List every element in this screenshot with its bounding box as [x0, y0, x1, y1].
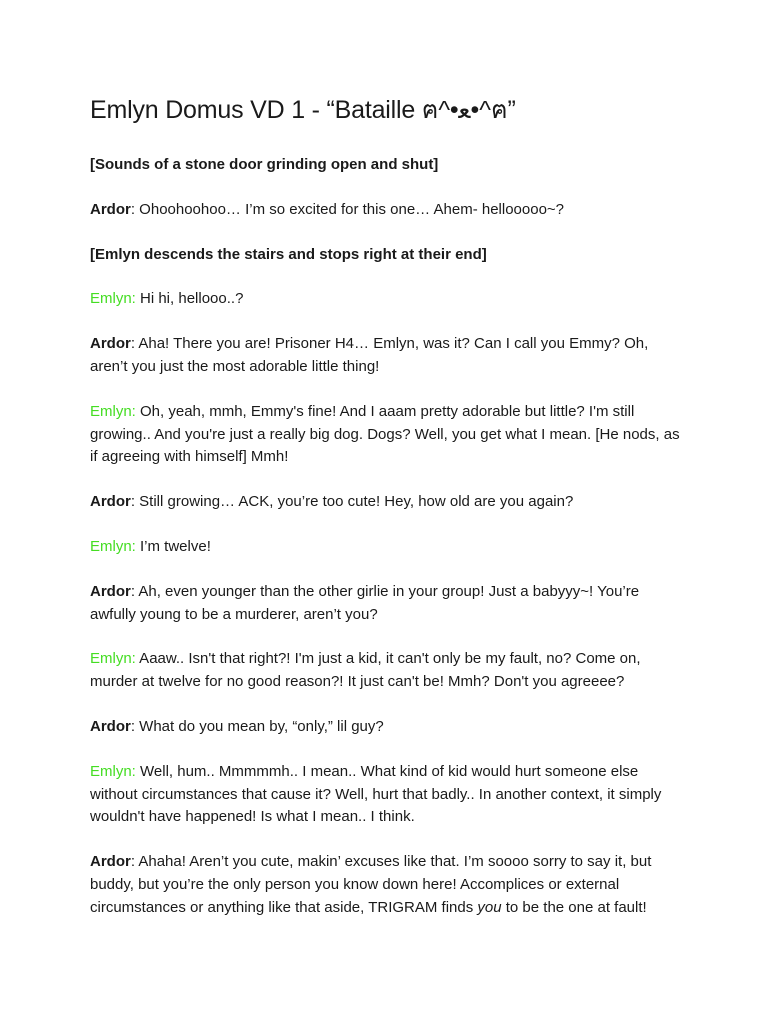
dialogue-line [90, 199, 680, 222]
dialogue-line [90, 648, 680, 694]
dialogue-line [90, 491, 680, 514]
dialogue-line [90, 288, 680, 311]
speaker-emlyn: Emlyn: [90, 402, 136, 420]
dialogue-text: : What do you mean by, “only,” lil guy? [130, 717, 384, 735]
dialogue-line [90, 333, 680, 379]
dialogue-text: : Aha! There you are! Prisoner H4… Emlyn, was it? Can I call you Emmy? Oh, aren’t you just the most adorable little thing! [90, 335, 649, 375]
speaker-emlyn: Emlyn: [90, 537, 136, 555]
speaker-ardor: Ardor [90, 200, 131, 218]
dialogue-text: : Ah, even younger than the other girlie in your group! Just a babyyy~! You’re awfully young to be a murderer, aren’t you? [90, 582, 640, 623]
dialogue-line [90, 851, 680, 919]
speaker-emlyn: Emlyn: [90, 762, 136, 780]
dialogue-text: Hi hi, hellooo..? [135, 290, 244, 308]
speaker-ardor: Ardor [90, 335, 131, 353]
document-title: Emlyn Domus VD 1 - “Bataille ฅ^•ﻌ•^ฅ” [90, 96, 516, 124]
dialogue-line [90, 581, 680, 627]
speaker-ardor: Ardor [90, 853, 131, 871]
dialogue-line [90, 761, 680, 829]
speaker-ardor: Ardor [90, 582, 131, 600]
dialogue-text: Well, hum.. Mmmmmh.. I mean.. What kind of kid would hurt someone else without circumstances that cause it? Well, hurt that badly.. In another context, it simply wouldn't have happened! Is what I mean.. I think. [90, 762, 662, 826]
dialogue-line [90, 401, 680, 469]
dialogue-text: : Ohoohoohoo… I’m so excited for this one… Ahem- hellooooo~? [130, 200, 565, 218]
stage-direction: [Sounds of a stone door grinding open and shut] [90, 156, 439, 173]
speaker-emlyn: Emlyn: [90, 290, 136, 308]
speaker-ardor: Ardor [90, 717, 131, 735]
stage-direction: [Emlyn descends the stairs and stops right at their end] [90, 245, 487, 263]
dialogue-text: : Ahaha! Aren’t you cute, makin’ excuses like that. I’m soooo sorry to say it, but buddy, but you’re the only person you know down here! Accomplices or external circumstances or anything like that aside, TRIGRAM finds [90, 853, 652, 916]
dialogue-line [90, 716, 680, 739]
dialogue-text: to be the one at fault! [501, 898, 647, 916]
dialogue-text: I’m twelve! [135, 537, 211, 555]
dialogue-line [90, 536, 680, 559]
dialogue-text: : Still growing… ACK, you’re too cute! Hey, how old are you again? [130, 493, 574, 511]
speaker-emlyn: Emlyn: [90, 650, 136, 668]
emphasis-text: you [477, 898, 502, 916]
dialogue-text: Oh, yeah, mmh, Emmy's fine! And I aaam pretty adorable but little? I'm still growing.. And you're just a really big dog. Dogs? Well, you get what I mean. [He nods, as if agreeing with himself] Mmh! [90, 402, 680, 466]
dialogue-text: Aaaw.. Isn't that right?! I'm just a kid, it can't only be my fault, no? Come on, murder at twelve for no good reason?! It just can't be! Mmh? Don't you agreeee? [90, 650, 641, 691]
speaker-ardor: Ardor [90, 493, 131, 511]
